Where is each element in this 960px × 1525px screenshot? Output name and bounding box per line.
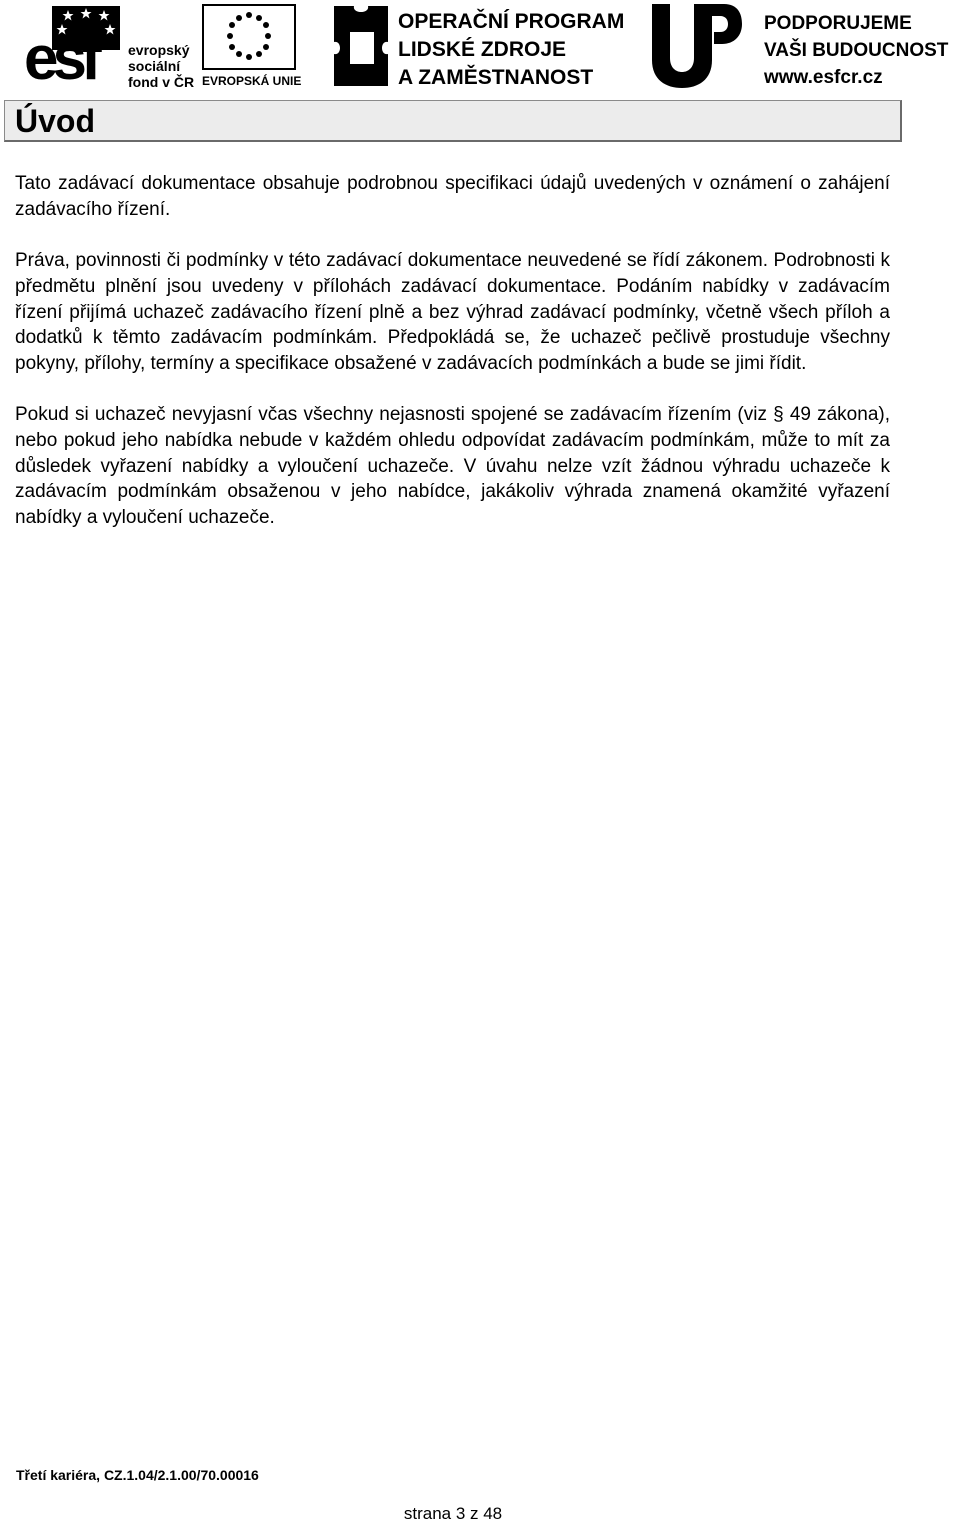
op-line-1: OPERAČNÍ PROGRAM — [398, 10, 625, 33]
paragraph-intro: Tato zadávací dokumentace obsahuje podrobnou specifikaci údajů uvedených v oznámení o zahájení zadávacího řízení. — [15, 173, 890, 220]
section-heading-box — [4, 100, 902, 142]
esf-logo — [24, 4, 199, 92]
footer-project: Třetí kariéra, CZ.1.04/2.1.00/70.00016 — [16, 1467, 259, 1483]
podporujeme-text — [764, 10, 948, 91]
document-body — [15, 171, 890, 557]
paragraph-clarifications: Pokud si uchazeč nevyjasní včas všechny nejasnosti spojené se zadávacím řízením (viz § 49 zákona), nebo pokud jeho nabídka nebude v každém ohledu odpovídat zadávacím podmínkám, může to mít za důsledek vyřazení nabídky a vyloučení uchazeče. V úvahu nelze vzít žádnou výhradu uchazeče k zadávacím podmínkám obsaženou v jeho nabídce, jakákoliv výhrada znamená okamžité vyřazení nabídky a vyloučení uchazeče. — [15, 404, 890, 529]
up-mark-icon — [648, 2, 744, 90]
op-line-3: A ZAMĚSTNANOST — [398, 66, 594, 89]
podp-line-1: PODPORUJEME — [764, 13, 912, 34]
podp-line-3: www.esfcr.cz — [764, 67, 883, 88]
puzzle-icon — [330, 2, 392, 90]
podp-line-2: VAŠI BUDOUCNOST — [764, 40, 949, 61]
section-title: Úvod — [15, 103, 95, 139]
page-number: strana 3 z 48 — [403, 1504, 503, 1523]
esf-text — [128, 42, 194, 90]
eu-label: EVROPSKÁ UNIE — [202, 74, 302, 88]
eu-logo — [200, 4, 300, 92]
esf-line-1: evropský — [128, 42, 190, 58]
esf-line-2: sociální — [128, 58, 181, 74]
podporujeme-logo — [648, 2, 960, 94]
esf-line-3: fond v ČR — [128, 74, 195, 90]
op-logo — [330, 2, 630, 94]
logo-banner — [0, 0, 960, 96]
paragraph-conditions: Práva, povinnosti či podmínky v této zadávací dokumentace neuvedené se řídí zákonem. Podrobnosti k předmětu plnění jsou uvedeny v přílohách zadávací dokumentace. Podáním nabídky v zadávacím řízení přijímá uchazeč zadávacího řízení plně a bez výhrad zadávací podmínky, včetně všech příloh a dodatků k těmto zadávacím podmínkám. Předpokládá se, že uchazeč pečlivě prostuduje všechny pokyny, přílohy, termíny a specifikace obsažené v zadávacích podmínkách a bude se jimi řídit. — [15, 250, 890, 374]
esf-wordmark: esf — [24, 24, 96, 93]
op-title — [398, 8, 624, 92]
op-line-2: LIDSKÉ ZDROJE — [398, 38, 567, 61]
eu-flag-icon — [202, 4, 296, 70]
